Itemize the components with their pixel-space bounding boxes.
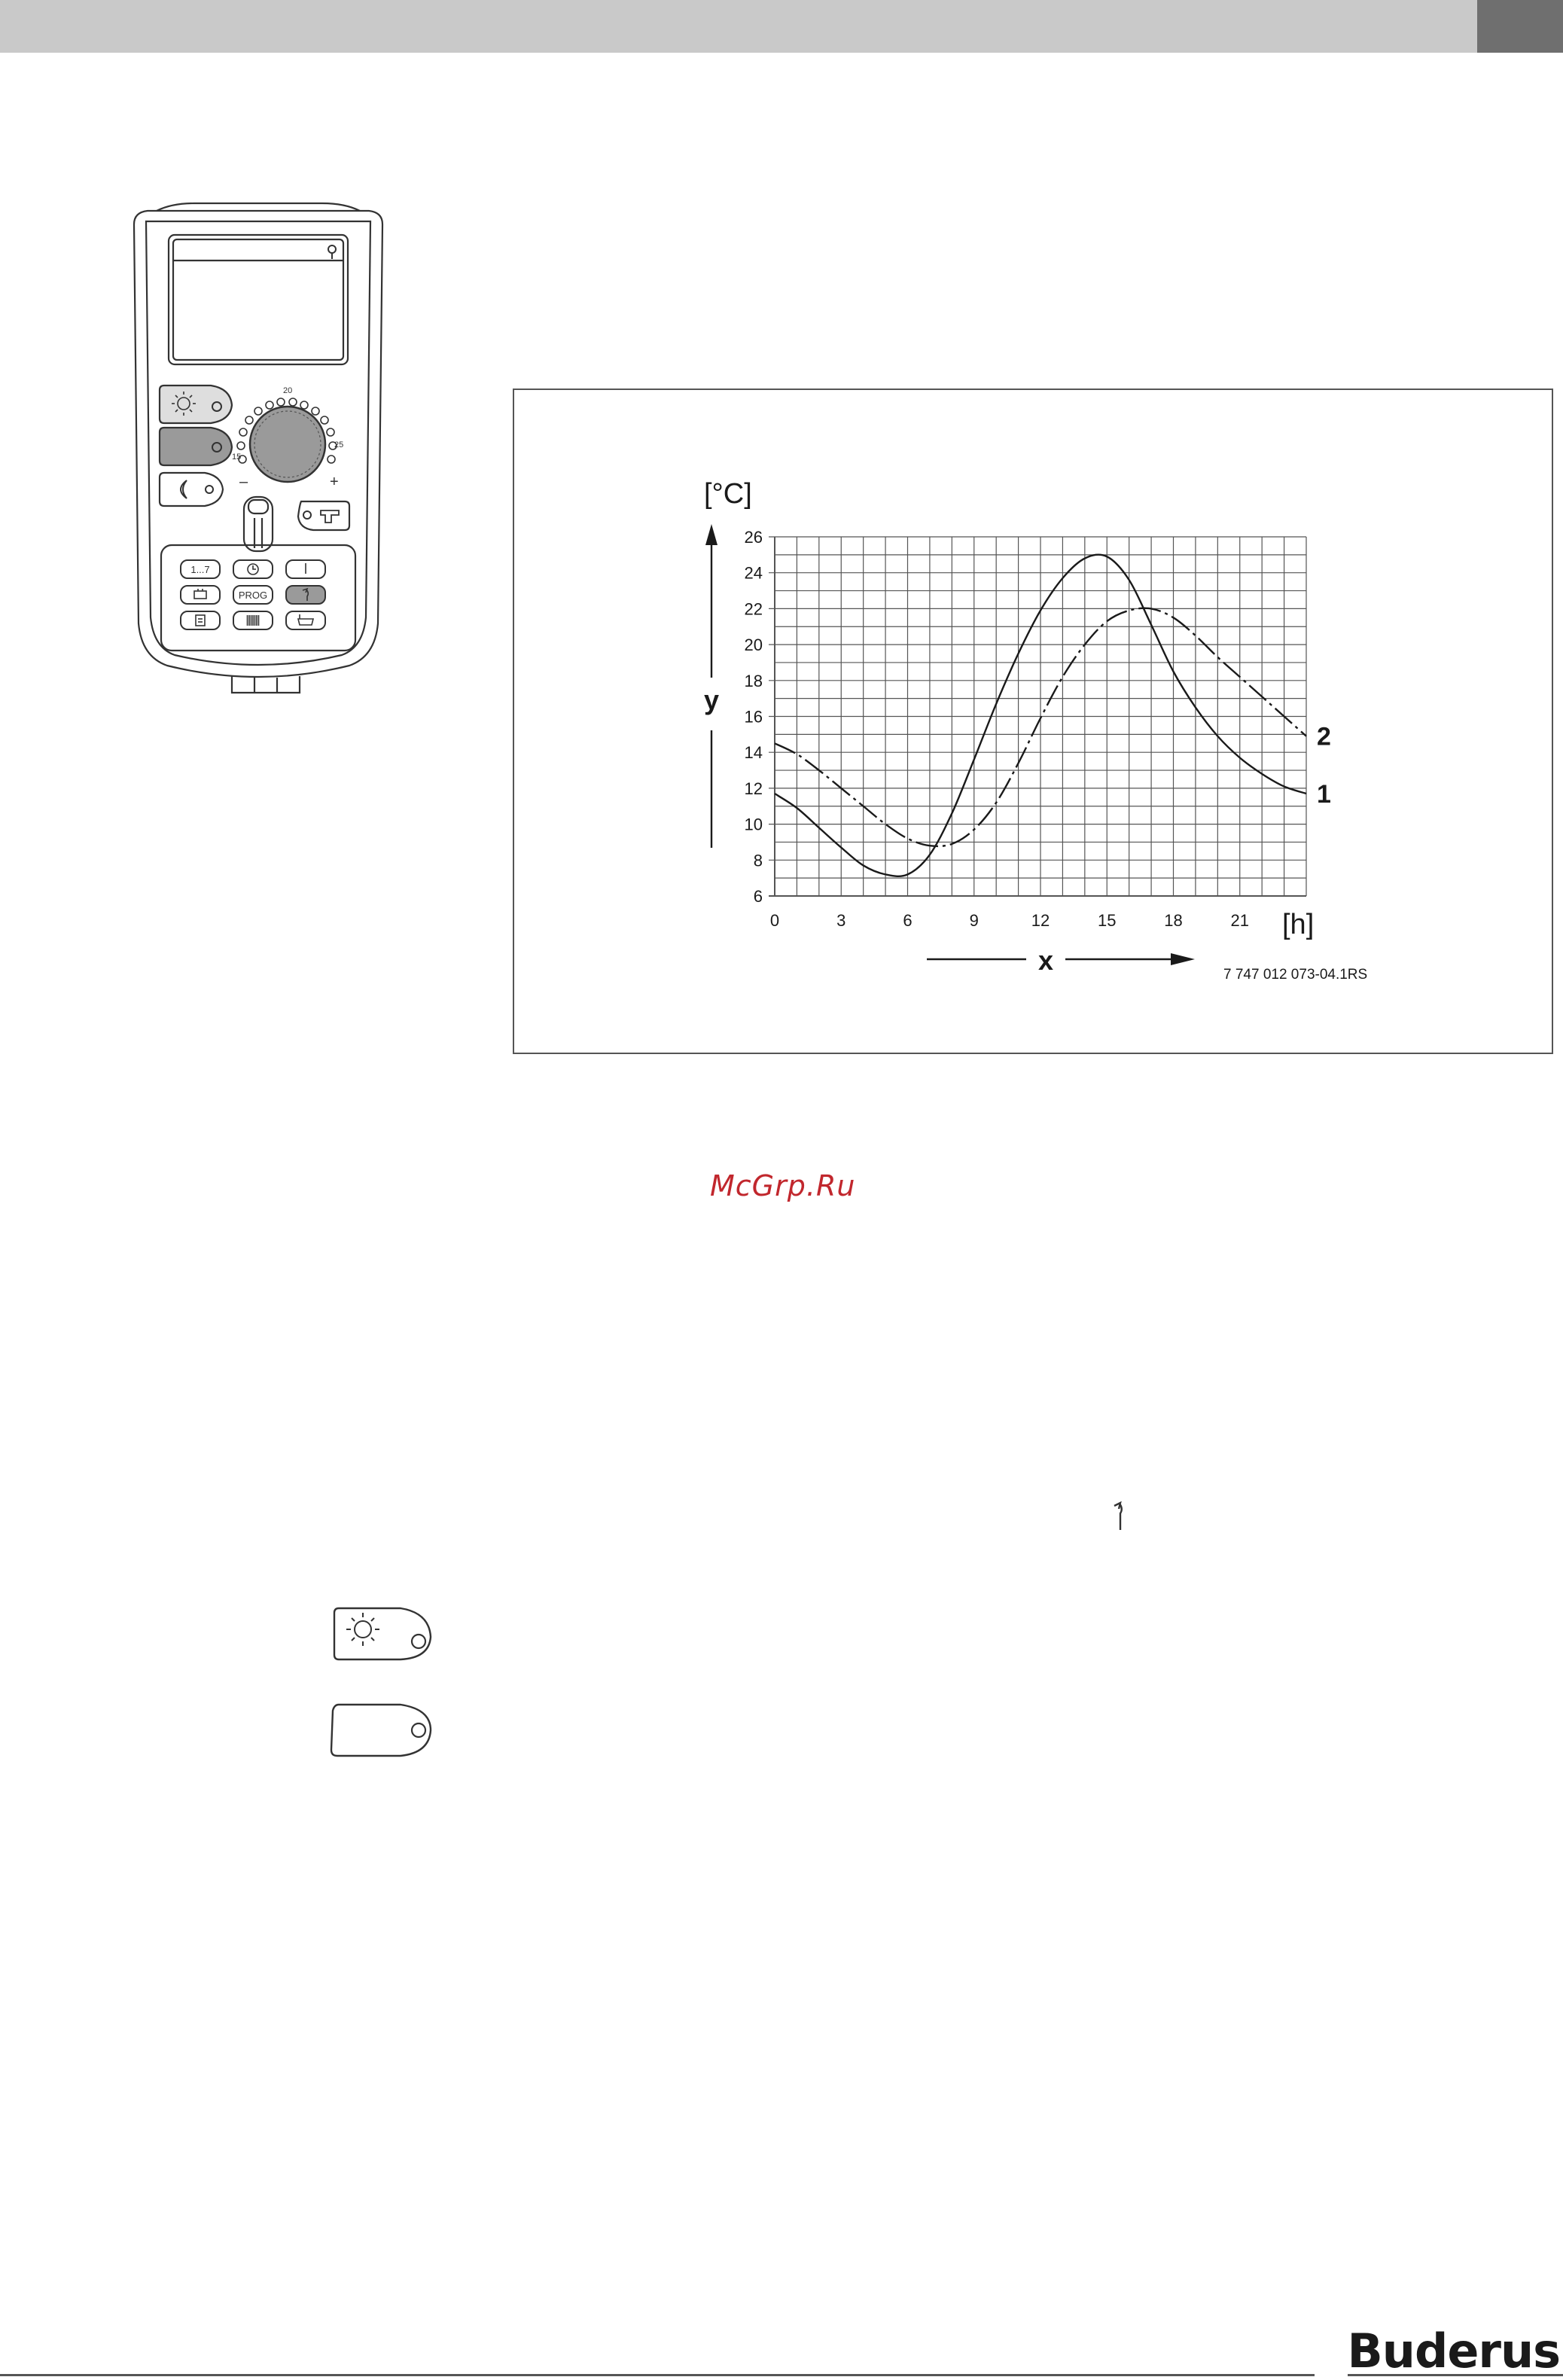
temperature-dial[interactable] [250,407,325,482]
x-tick-label: 21 [1230,911,1249,930]
display-key-icon [328,245,336,259]
y-tick-label: 10 [744,815,763,834]
key-back-arrow-icon[interactable] [286,586,325,604]
x-axis-letter: x [1037,945,1054,976]
y-tick-label: 26 [744,528,763,547]
key-thermometer-icon[interactable] [286,560,325,578]
x-tick-label: 3 [836,911,846,930]
key-label: 1...7 [190,564,210,575]
key-holiday-icon[interactable] [181,586,220,604]
watermark: McGrp.Ru [710,1169,856,1202]
chart-series [775,555,1331,876]
radiator-icon [248,615,259,626]
x-arrow-head [1171,953,1195,965]
dial-label-15: 15 [232,453,242,462]
dial-label-20: 20 [283,386,293,395]
x-tick-label: 18 [1164,911,1183,930]
y-tick-label: 12 [744,779,763,798]
chart-axes [704,478,1367,983]
brand-logo: Buderus [1347,2324,1560,2378]
x-tick-label: 6 [903,911,913,930]
y-axis-letter: y [703,684,720,715]
series-1-label: 1 [1317,780,1331,809]
y-tick-label: 18 [744,671,763,690]
dial-label-minus: – [239,474,248,490]
x-tick-label: 9 [969,911,979,930]
auto-mode-key-illustration [328,1700,437,1760]
key-bath-icon[interactable] [286,611,325,629]
header-bar [0,0,1477,53]
chart-grid [769,537,1306,896]
y-tick-label: 22 [744,599,763,619]
y-tick-label: 6 [753,887,763,906]
x-tick-label: 0 [769,911,780,930]
hot-water-button[interactable] [298,501,349,530]
temperature-profile-figure [513,389,1553,1054]
x-tick-label: 12 [1031,911,1050,930]
auto-mode-button[interactable] [160,428,232,465]
back-arrow-icon [1107,1500,1129,1534]
dial-label-plus: + [330,474,339,490]
cover-latch[interactable] [244,497,273,551]
key-prog-label[interactable] [233,586,273,604]
y-tick-label: 16 [744,707,763,727]
key-info-icon[interactable] [181,611,220,629]
dial-label-25: 25 [334,440,344,449]
y-tick-label: 20 [744,635,763,655]
y-axis-unit: [°C] [704,478,752,510]
day-mode-key-illustration [331,1604,437,1664]
x-axis-unit: [h] [1282,909,1315,940]
day-mode-button[interactable] [160,385,232,423]
key-days-label[interactable] [181,560,220,578]
series-2-label: 2 [1317,722,1331,751]
x-tick-label: 15 [1098,911,1117,930]
key-radiator-icon[interactable] [233,611,273,629]
figure-code: 7 747 012 073-04.1RS [1223,967,1368,983]
night-mode-button[interactable] [160,473,223,506]
footer-rule [0,2374,1315,2376]
y-tick-label: 8 [753,851,763,870]
y-arrow-head [705,524,718,545]
key-label: PROG [238,590,268,601]
y-tick-label: 14 [744,743,763,763]
room-controller-illustration [126,202,390,714]
key-clock-icon[interactable] [233,560,273,578]
header-page-tab [1477,0,1563,53]
y-tick-label: 24 [744,563,763,583]
